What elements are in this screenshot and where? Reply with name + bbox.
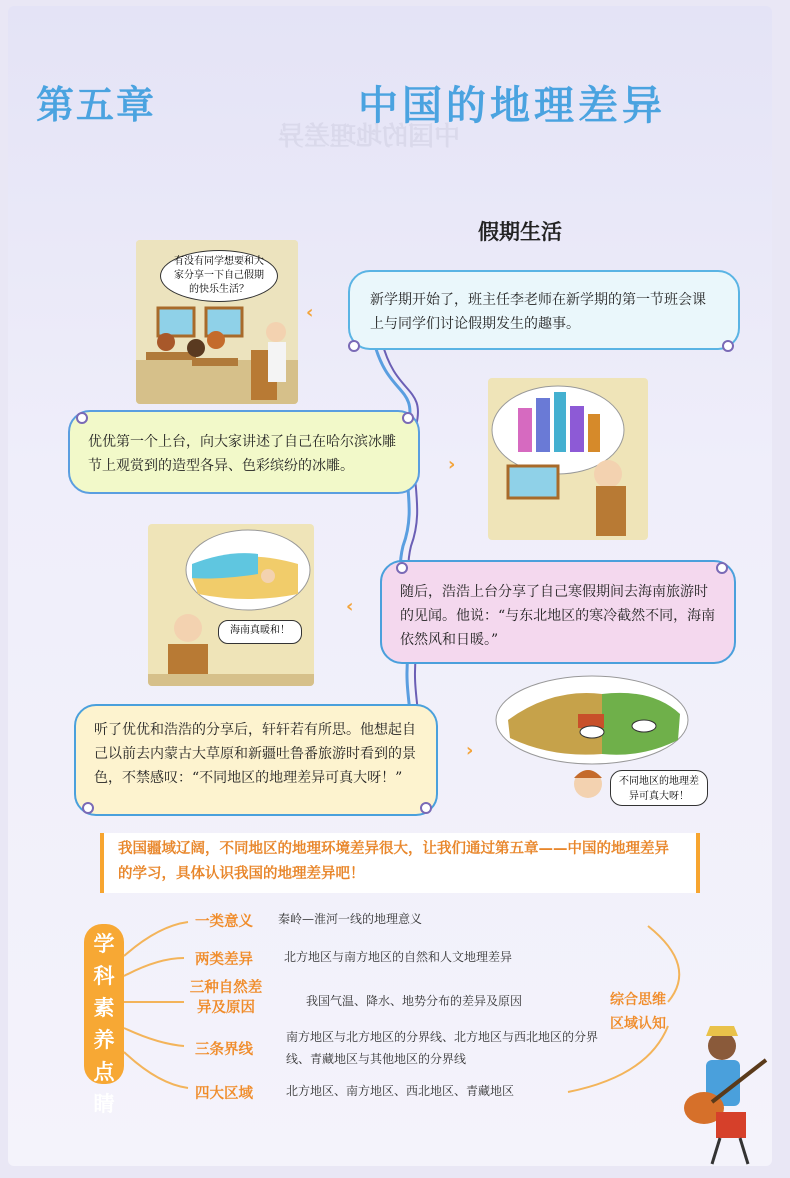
story-bubble-1 [348, 270, 740, 350]
core-competency-label [608, 988, 668, 1036]
teacher-speech-text: 有没有同学想要和大家分享一下自己假期的快乐生活？ [174, 256, 264, 295]
ring-icon [82, 802, 94, 814]
story-bubble-4 [74, 704, 438, 816]
story-bubble-3 [380, 560, 736, 664]
ring-icon [716, 562, 728, 574]
ring-icon [420, 802, 432, 814]
guitarist-illustration [676, 1016, 772, 1166]
story-text-3: 随后，浩浩上台分享了自己寒假期间去海南旅游时的见闻。他说：“与东北地区的寒冷截然不同，海南依然风和日暖。” [400, 584, 716, 648]
difference-speech-text: 不同地区的地理差异可真大呀！ [619, 776, 699, 802]
difference-speech-bubble [610, 770, 708, 806]
arrow-left-icon: ‹ [306, 302, 314, 323]
literacy-label-1: 一类意义 [195, 914, 253, 930]
ring-icon [76, 412, 88, 424]
literacy-text-3: 我国气温、降水、地势分布的差异及原因 [306, 994, 523, 1008]
ring-icon [722, 340, 734, 352]
teacher-speech-bubble [160, 250, 278, 302]
arrow-right-icon: › [466, 740, 474, 761]
ice-sculpture-illustration [488, 378, 648, 540]
hainan-speech-text: 海南真暖和！ [230, 625, 290, 636]
classroom-illustration [136, 240, 298, 404]
literacy-text-2: 北方地区与南方地区的自然和人文地理差异 [284, 950, 513, 964]
ice-sculpture-drawing [488, 378, 648, 540]
core-competency-text: 综合思维区域认知 [610, 992, 666, 1032]
story-text-2: 优优第一个上台，向大家讲述了自己在哈尔滨冰雕节上观赏到的造型各异、色彩缤纷的冰雕。 [88, 434, 396, 474]
story-bubble-2 [68, 410, 420, 494]
hainan-illustration [148, 524, 314, 686]
hainan-speech-bubble [218, 620, 302, 644]
arrow-right-icon: › [448, 454, 456, 475]
page-title: 中国的地理差异 [358, 83, 666, 129]
literacy-badge-text: 学科素养点睛 [93, 932, 115, 1116]
chapter-intro-notice: 我国疆域辽阔，不同地区的地理环境差异很大，让我们通过第五章——中国的地理差异的学习，具体认识我国的地理差异吧！ [100, 833, 700, 893]
ring-icon [396, 562, 408, 574]
chapter-label: 第五章 [36, 83, 157, 127]
ring-icon [348, 340, 360, 352]
hainan-drawing [148, 524, 314, 686]
ring-icon [402, 412, 414, 424]
literacy-text-4: 南方地区与北方地区的分界线、北方地区与西北地区的分界线、青藏地区与其他地区的分界线 [286, 1030, 599, 1066]
literacy-label-4: 三条界线 [195, 1042, 253, 1058]
story-text-4: 听了优优和浩浩的分享后，轩轩若有所思。他想起自己以前去内蒙古大草原和新疆吐鲁番旅游时看到的景色，不禁感叹：“不同地区的地理差异可真大呀！” [94, 722, 416, 786]
literacy-label-5: 四大区域 [195, 1086, 253, 1102]
textbook-page [8, 6, 772, 1166]
literacy-text-1: 秦岭—淮河一线的地理意义 [278, 912, 423, 926]
section-subtitle: 假期生活 [478, 220, 562, 244]
story-text-1: 新学期开始了，班主任李老师在新学期的第一节班会课上与同学们讨论假期发生的趣事。 [370, 292, 706, 332]
literacy-text-5: 北方地区、南方地区、西北地区、青藏地区 [286, 1084, 515, 1098]
show-through-text: 中国的地理差异 [278, 122, 461, 152]
literacy-label-3: 三种自然差异及原因 [189, 980, 263, 1016]
literacy-label-2: 两类差异 [195, 952, 253, 968]
arrow-left-icon: ‹ [346, 596, 354, 617]
grassland-illustration [492, 674, 712, 814]
